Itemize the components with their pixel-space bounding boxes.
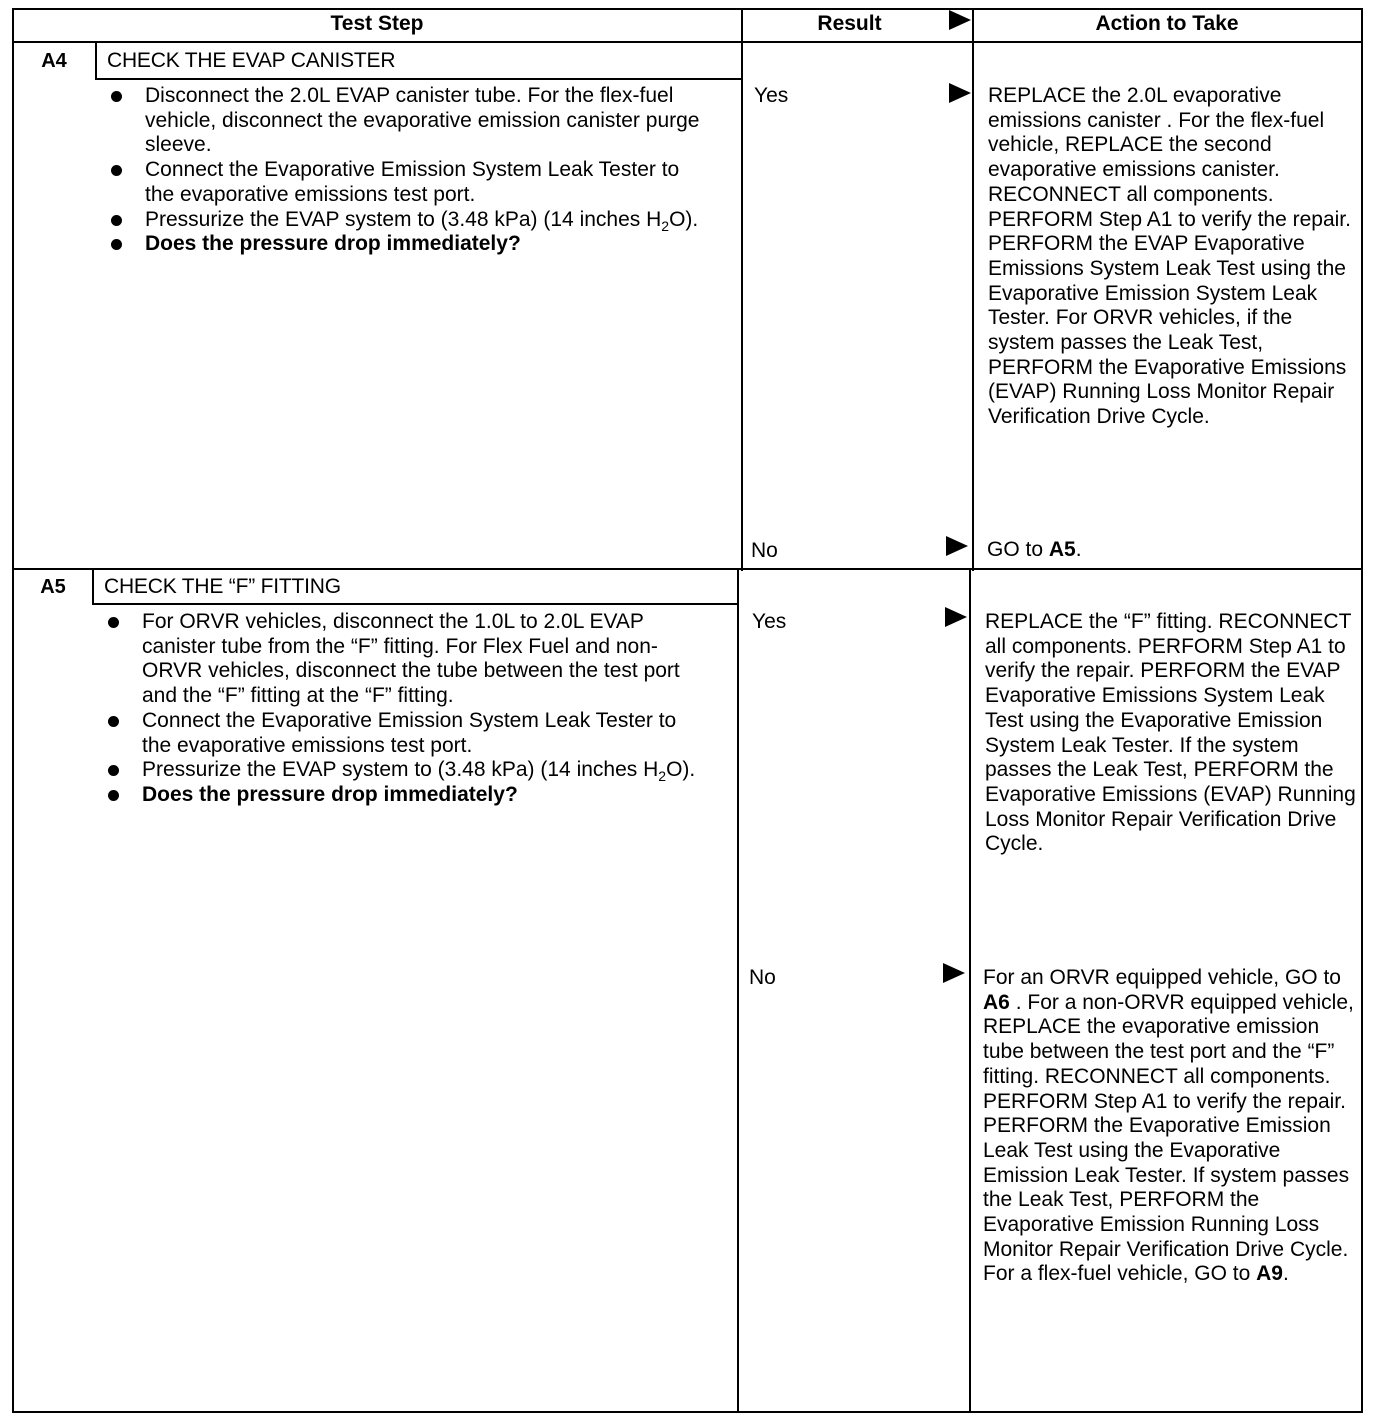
list-item: Connect the Evaporative Emission System Leak Tester to the evaporative emissions test port. [106, 709, 706, 758]
arrow-icon [949, 83, 971, 103]
result-no-a4: No [751, 539, 778, 562]
divider-action-left [972, 8, 974, 571]
list-item: Connect the Evaporative Emission System Leak Tester to the evaporative emissions test port. [109, 158, 709, 207]
step-title-a4: CHECK THE EVAP CANISTER [107, 49, 396, 72]
list-item: Pressurize the EVAP system to (3.48 kPa) (14 inches $H_2O$). [109, 208, 709, 233]
header-result: Result [817, 12, 882, 35]
result-yes-a5: Yes [752, 610, 787, 633]
action-no-a4: GO to A5. [987, 538, 1082, 561]
divider-step-id [92, 569, 94, 605]
divider-result-left [737, 569, 739, 1413]
arrow-icon [946, 536, 968, 556]
list-item: For ORVR vehicles, disconnect the 1.0L to 2.0L EVAP canister tube from the “F” fitting. For Flex Fuel and non-ORVR vehicles, disconnect the tube between the test port and the “F” fitting at the “F” fitting. [106, 610, 706, 709]
step-id-a5: A5 [40, 576, 66, 598]
arrow-icon [945, 607, 967, 627]
header-divider [12, 41, 1363, 43]
title-divider-a4 [95, 78, 742, 80]
header-test-step: Test Step [330, 12, 424, 35]
list-item-question: Does the pressure drop immediately? [109, 232, 709, 257]
header-action: Action to Take [1095, 12, 1239, 35]
step-ref-a5: A5 [1048, 538, 1076, 561]
result-no-a5: No [749, 966, 776, 989]
result-yes-a4: Yes [754, 84, 789, 107]
header-arrow-icon [949, 10, 971, 30]
row-divider [12, 568, 1363, 570]
arrow-icon [943, 963, 965, 983]
step-a4-instructions [109, 84, 709, 257]
step-id-a4: A4 [41, 50, 67, 72]
divider-step-id [95, 42, 97, 80]
list-item: Disconnect the 2.0L EVAP canister tube. For the flex-fuel vehicle, disconnect the evaporative emission canister purge sleeve. [109, 84, 709, 158]
action-yes-a4: REPLACE the 2.0L evaporative emissions canister . For the flex-fuel vehicle, REPLACE the second evaporative emissions canister. RECONNECT all components. PERFORM Step A1 to verify the repair. PERFORM the EVAP Evaporative Emissions System Leak Test using the Evaporative Emission System Leak Tester. For ORVR vehicles, if the system passes the Leak Test, PERFORM the Evaporative Emissions (EVAP) Running Loss Monitor Repair Verification Drive Cycle. [988, 84, 1351, 429]
list-item: Pressurize the EVAP system to (3.48 kPa) (14 inches $H_2O$). [106, 758, 706, 783]
action-yes-a5: REPLACE the “F” fitting. RECONNECT all components. PERFORM Step A1 to verify the repair. PERFORM the EVAP Evaporative Emissions System Leak Test using the Evaporative Emission System Leak Tester. If the system passes the Leak Test, PERFORM the Evaporative Emissions (EVAP) Running Loss Monitor Repair Verification Drive Cycle. [985, 610, 1356, 856]
step-a5-instructions [106, 610, 706, 808]
divider-result-left [741, 8, 743, 571]
action-no-a5: For an ORVR equipped vehicle, GO to A6 . For a non-ORVR equipped vehicle, REPLACE the evaporative emission tube between the test port and the “F” fitting. RECONNECT all components. PERFORM Step A1 to verify the repair. PERFORM the Evaporative Emission Leak Test using the Evaporative Emission Leak Tester. If system passes the Leak Test, PERFORM the Evaporative Emission Running Loss Monitor Repair Verification Drive Cycle. For a flex-fuel vehicle, GO to A9. [983, 966, 1354, 1286]
divider-action-left [969, 569, 971, 1413]
step-title-a5: CHECK THE “F” FITTING [104, 575, 341, 598]
list-item-question: Does the pressure drop immediately? [106, 783, 706, 808]
title-divider-a5 [92, 603, 739, 605]
step-ref-a6: A6 [983, 990, 1010, 1014]
step-ref-a9: A9 [1256, 1262, 1283, 1286]
